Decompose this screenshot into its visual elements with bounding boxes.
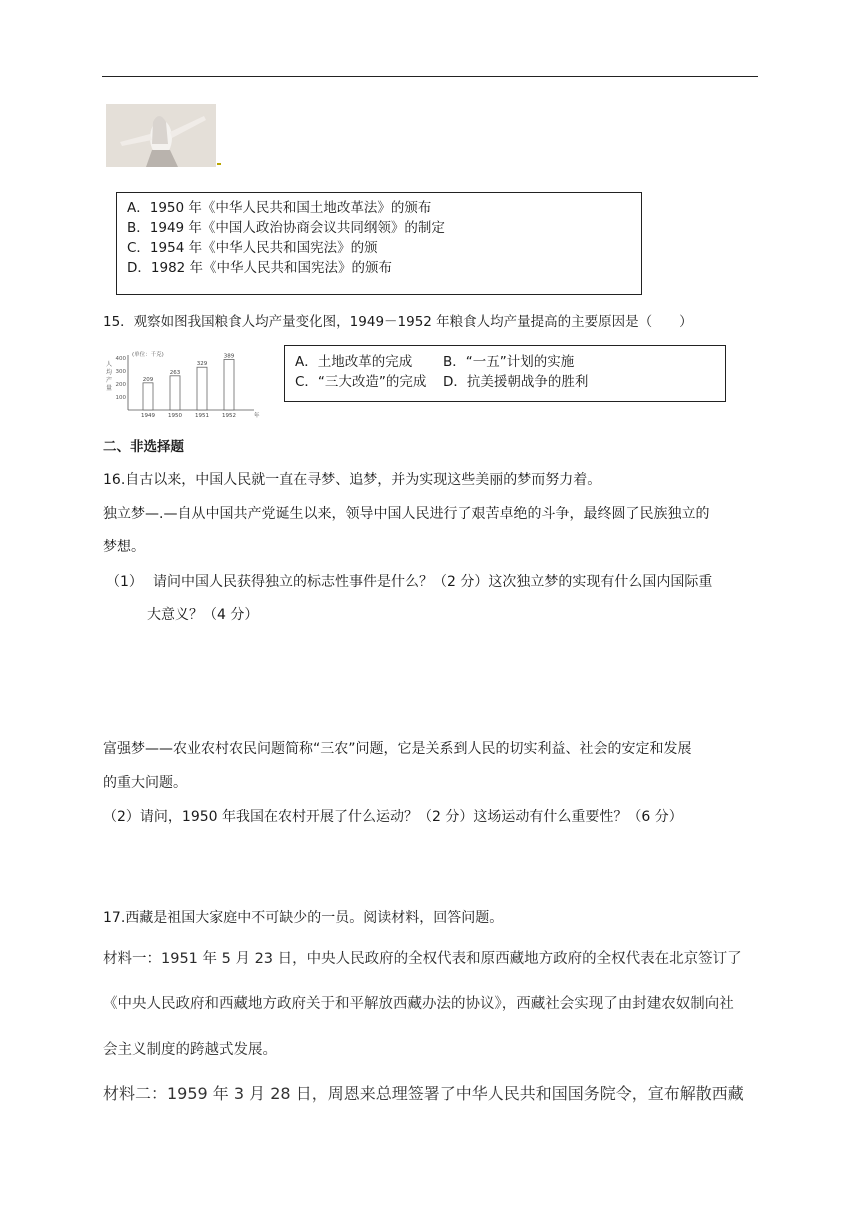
y-axis-label-char: 产 xyxy=(106,377,113,384)
q15-stem: 15．观察如图我国粮食人均产量变化图，1949－1952 年粮食人均产量提高的主要原因是（ ） xyxy=(103,314,693,330)
section-heading: 二、非选择题 xyxy=(103,439,184,455)
q16-q2: （2）请问，1950 年我国在农村开展了什么运动？（2 分）这场运动有什么重要性？（6 分） xyxy=(103,809,683,825)
q17-material1-line1: 材料一：1951 年 5 月 23 日，中央人民政府的全权代表和原西藏地方政府的全权代表在北京签订了 xyxy=(103,951,742,967)
q16-dream2-line2: 的重大问题。 xyxy=(103,775,187,791)
q17-material2-line1: 材料二：1959 年 3 月 28 日，周恩来总理签署了中华人民共和国国务院令，宣布解散西藏 xyxy=(103,1084,744,1103)
q15-option-d[interactable]: D．抗美援朝战争的胜利 xyxy=(443,374,589,390)
q17-material1-line2: 《中央人民政府和西藏地方政府关于和平解放西藏办法的协议》，西藏社会实现了由封建农奴制向社 xyxy=(103,996,734,1012)
bar xyxy=(197,367,207,410)
y-axis-label-char: 量 xyxy=(106,385,113,392)
bar-value-label: 329 xyxy=(196,361,208,368)
q14-options-box xyxy=(116,192,642,295)
x-tick-label: 1952 xyxy=(222,413,236,419)
bar-value-label: 389 xyxy=(223,353,235,360)
bar-value-label: 263 xyxy=(169,369,181,376)
dancer-photo xyxy=(106,104,216,167)
q16-q1-line2: 大意义？（4 分） xyxy=(147,607,259,623)
q15-options-box xyxy=(284,345,726,402)
bar xyxy=(224,359,234,410)
y-axis-label-char: 均 xyxy=(106,369,113,376)
x-tick-label: 1949 xyxy=(141,413,155,419)
y-tick-label: 300 xyxy=(115,369,126,375)
q16-intro: 16.自古以来，中国人民就一直在寻梦、追梦，并为实现这些美丽的梦而努力着。 xyxy=(103,472,602,488)
marker-dot xyxy=(217,163,221,165)
y-tick-label: 200 xyxy=(115,382,126,388)
q16-q1-line1: 请问中国人民获得独立的标志性事件是什么？（2 分）这次独立梦的实现有什么国内国际重 xyxy=(153,574,713,590)
bar-value-label: 209 xyxy=(142,376,154,383)
q15-option-a[interactable]: A．土地改革的完成 xyxy=(295,354,413,370)
x-tick-label: 1951 xyxy=(195,413,209,419)
q14-option-c[interactable]: C．1954 年《中华人民共和国宪法》的颁 xyxy=(127,240,378,256)
bar xyxy=(143,383,153,410)
q16-q1-number: （1） xyxy=(106,574,143,590)
y-tick-label: 400 xyxy=(115,356,126,362)
q15-option-c[interactable]: C．“三大改造”的完成 xyxy=(295,374,427,390)
unit-label: (单位：千克) xyxy=(132,352,164,358)
y-axis-label-char: 人 xyxy=(106,361,113,368)
q16-dream2-line1: 富强梦——农业农村农民问题简称“三农”问题，它是关系到人民的切实利益、社会的安定和发展 xyxy=(103,741,692,757)
x-tick-label: 1950 xyxy=(168,413,182,419)
q17-intro: 17.西藏是祖国大家庭中不可缺少的一员。阅读材料，回答问题。 xyxy=(103,910,504,926)
grain-per-capita-chart xyxy=(104,350,264,420)
q17-material1-line3: 会主义制度的跨越式发展。 xyxy=(103,1042,277,1058)
x-axis-label: 年 xyxy=(254,413,260,419)
y-tick-label: 100 xyxy=(115,395,126,401)
bar xyxy=(170,376,180,410)
q15-option-b[interactable]: B．“一五”计划的实施 xyxy=(443,354,575,370)
header-rule xyxy=(102,76,758,77)
q14-option-d[interactable]: D．1982 年《中华人民共和国宪法》的颁布 xyxy=(127,260,393,276)
q14-option-a[interactable]: A．1950 年《中华人民共和国土地改革法》的颁布 xyxy=(127,200,432,216)
q16-dream1-line1: 独立梦—.—自从中国共产党诞生以来，领导中国人民进行了艰苦卓绝的斗争，最终圆了民族独立的 xyxy=(103,506,710,522)
q16-dream1-line2: 梦想。 xyxy=(103,539,145,555)
q14-option-b[interactable]: B．1949 年《中国人政治协商会议共同纲领》的制定 xyxy=(127,220,445,236)
